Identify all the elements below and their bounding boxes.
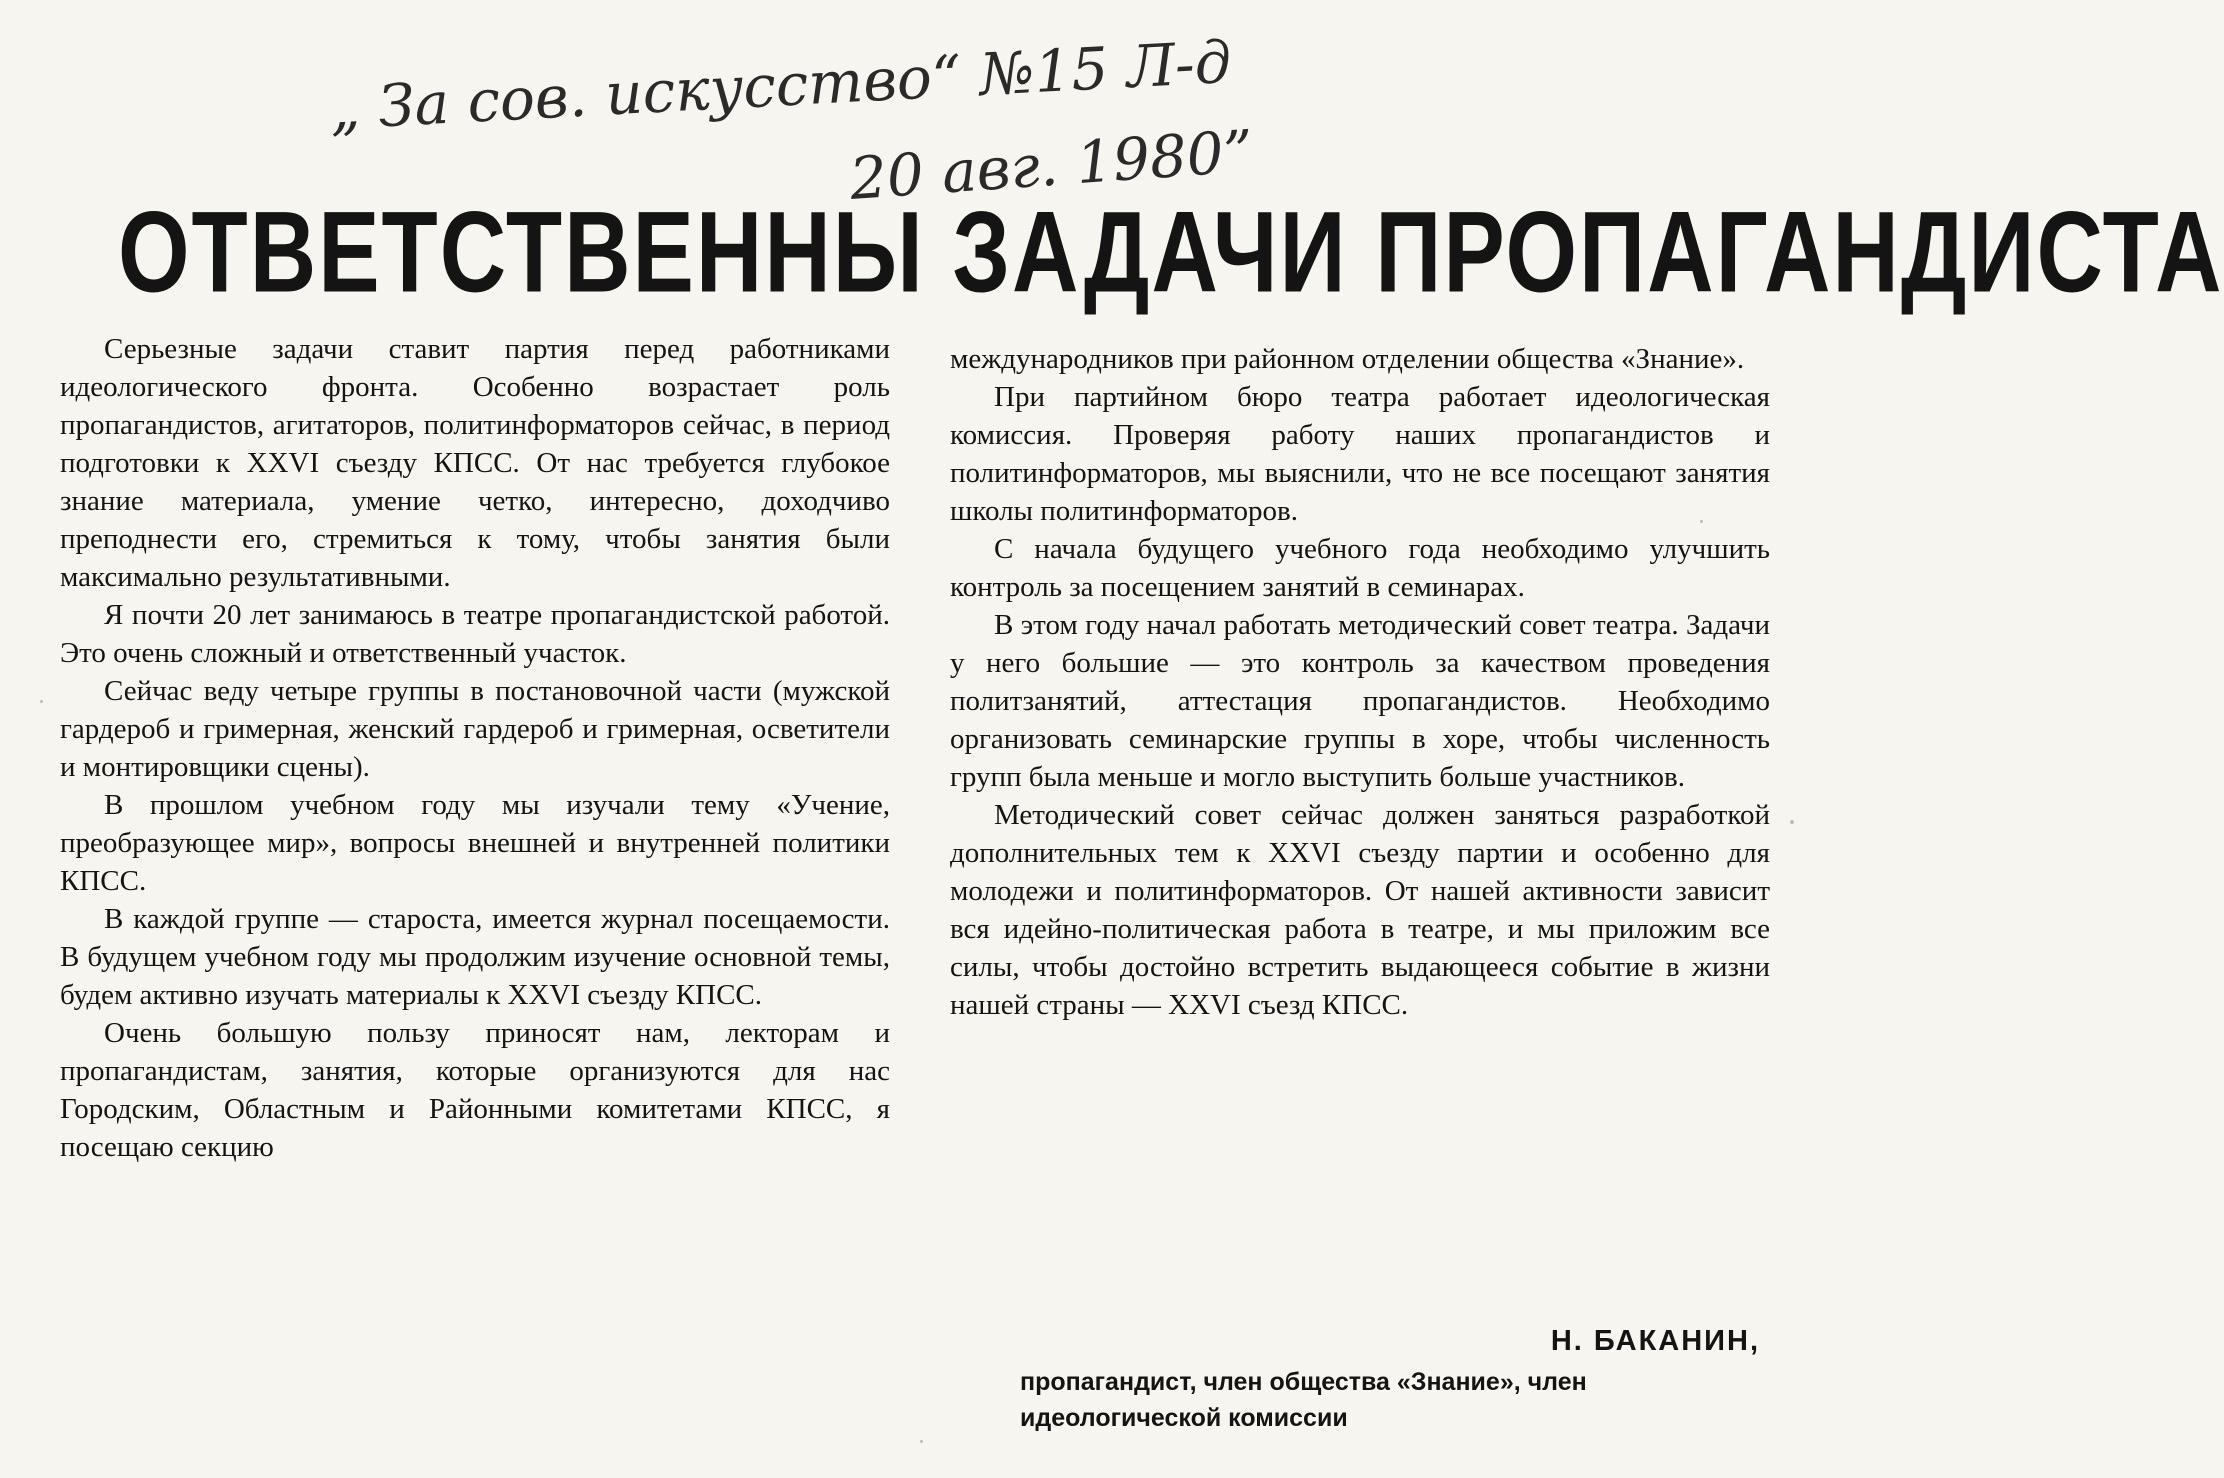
paragraph: Серьезные задачи ставит партия перед работниками идеологического фронта. Особенно возрастает роль пропагандистов, агитаторов, политинформаторов сейчас, в период подготовки к XXVI съезду КПСС. От нас требуется глубокое знание материала, умение четко, интересно, доходчиво преподнести его, стремиться к тому, чтобы занятия были максимально результативными.: [60, 333, 890, 593]
paragraph: При партийном бюро театра работает идеологическая комиссия. Проверяя работу наших пропагандистов и политинформаторов, мы выяснили, что не все посещают занятия школы политинформаторов.: [950, 381, 1770, 527]
author-role: пропагандист, член общества «Знание», член идеологической комиссии: [1020, 1368, 1587, 1432]
paragraph-continued: международников при районном отделении общества «Знание».: [950, 343, 1745, 375]
paragraph: Я почти 20 лет занимаюсь в театре пропагандистской работой. Это очень сложный и ответственный участок.: [60, 599, 890, 669]
article-right-column: [950, 340, 1770, 1024]
print-speck: [920, 1440, 923, 1443]
paragraph: Очень большую пользу приносят нам, лекторам и пропагандистам, занятия, которые организуются для нас Городским, Областным и Районными комитетами КПСС, я посещаю секцию: [60, 1017, 890, 1163]
author-name: Н. БАКАНИН,: [1550, 1325, 1760, 1357]
print-speck: [1790, 820, 1794, 824]
paragraph: В каждой группе — староста, имеется журнал посещаемости. В будущем учебном году мы продолжим изучение основной темы, будем активно изучать материалы к XXVI съезду КПСС.: [60, 903, 890, 1011]
article-headline: ОТВЕТСТВЕННЫ ЗАДАЧИ ПРОПАГАНДИСТА: [118, 188, 2224, 317]
author-signature: [1020, 1325, 1770, 1436]
paragraph: Методический совет сейчас должен заняться разработкой дополнительных тем к XXVI съезду партии и особенно для молодежи и политинформаторов. От нашей активности зависит вся идейно-политическая работа в театре, и мы приложим все силы, чтобы достойно встретить выдающееся событие в жизни нашей страны — XXVI съезд КПСС.: [950, 799, 1770, 1021]
print-speck: [1700, 520, 1703, 523]
handwritten-line-date: 20 авг. 1980”: [847, 116, 1256, 213]
paragraph: В этом году начал работать методический совет театра. Задачи у него большие — это контроль за качеством проведения политзанятий, аттестация пропагандистов. Необходимо организовать семинарские группы в хоре, чтобы численность групп была меньше и могло выступить больше участников.: [950, 609, 1770, 793]
article-left-column: [60, 330, 890, 1166]
handwritten-line-publication: „ За сов. искусство“ №15 Л-д: [328, 27, 1233, 143]
paragraph: С начала будущего учебного года необходимо улучшить контроль за посещением занятий в семинарах.: [950, 533, 1770, 603]
handwritten-source-note: [328, 27, 1330, 213]
paragraph: В прошлом учебном году мы изучали тему «Учение, преобразующее мир», вопросы внешней и внутренней политики КПСС.: [60, 789, 890, 897]
paragraph: Сейчас веду четыре группы в постановочной части (мужской гардероб и гримерная, женский гардероб и гримерная, осветители и монтировщики сцены).: [60, 675, 890, 783]
print-speck: [40, 700, 43, 703]
